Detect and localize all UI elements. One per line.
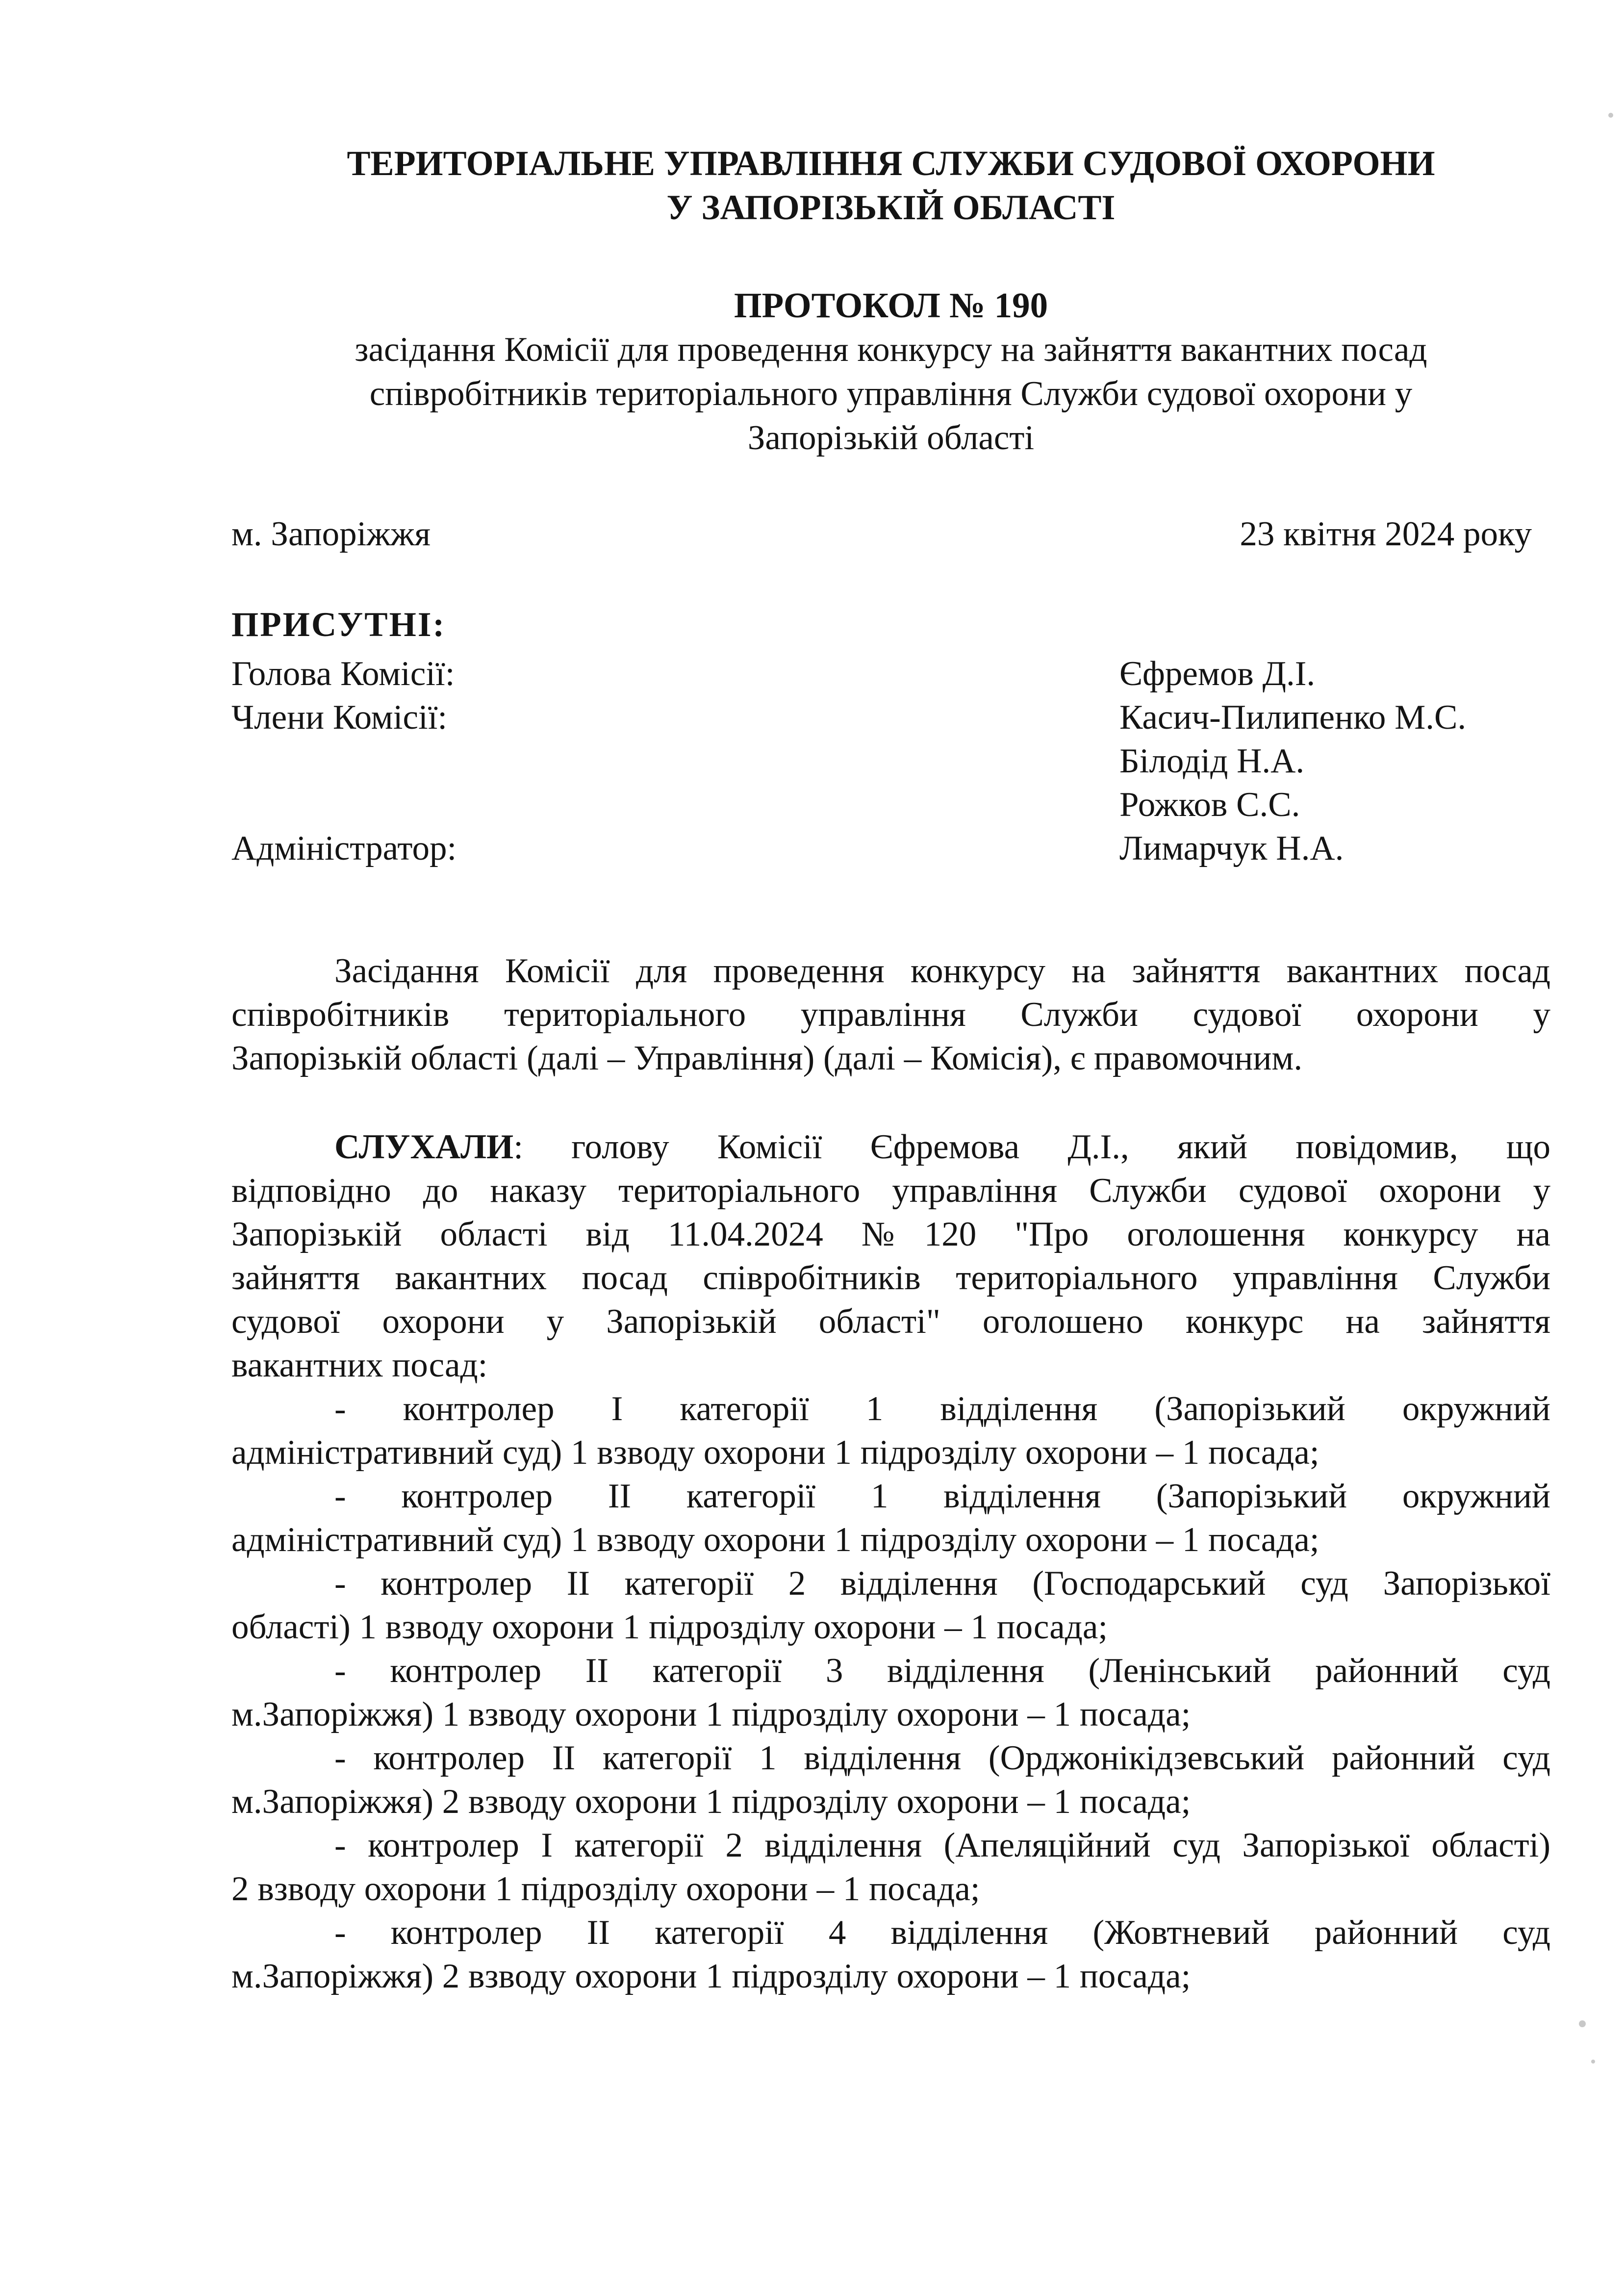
paragraph-line: Запорізькій області (далі – Управління) (далі – Комісія), є правомочним. [231, 1039, 1303, 1077]
position-line: адміністративний суд) 1 взводу охорони 1 підрозділу охорони – 1 посада; [231, 1521, 1320, 1559]
heard-text: : голову Комісії Єфремова Д.І., який повідомив, що [513, 1128, 1550, 1166]
admin-label: Адміністратор: [231, 829, 457, 867]
attendance-heading: ПРИСУТНІ: [231, 606, 446, 644]
paragraph-line: Запорізькій області від 11.04.2024 №120 "Про оголошення конкурсу на [231, 1215, 1550, 1253]
position-line: адміністративний суд) 1 взводу охорони 1 підрозділу охорони – 1 посада; [231, 1433, 1320, 1472]
heard-paragraph [231, 1125, 1550, 1387]
position-item [231, 1387, 1550, 1475]
position-item [231, 1562, 1550, 1649]
position-line: м.Запоріжжя) 2 взводу охорони 1 підрозділу охорони – 1 посада; [231, 1783, 1191, 1821]
position-line: - контролер ІІ категорії 2 відділення (Господарський суд Запорізької [334, 1564, 1550, 1603]
position-line: - контролер ІІ категорії 3 відділення (Ленінський районний суд [334, 1652, 1550, 1690]
position-line: - контролер ІІ категорії 4 відділення (Жовтневий районний суд [334, 1913, 1550, 1952]
position-line: - контролер ІІ категорії 1 відділення (Орджонікідзевський районний суд [334, 1739, 1550, 1777]
position-item [231, 1475, 1550, 1562]
paragraph-line: зайняття вакантних посад співробітників територіального управління Служби [231, 1259, 1550, 1297]
protocol-subtitle-line: співробітників територіального управління Служби судової охорони у [369, 375, 1413, 413]
member-name: Білодід Н.А. [1119, 742, 1305, 780]
heard-label: СЛУХАЛИ [334, 1128, 514, 1166]
chair-name: Єфремов Д.І. [1119, 655, 1316, 693]
organization-name-line: ТЕРИТОРІАЛЬНЕ УПРАВЛІННЯ СЛУЖБИ СУДОВОЇ ОХОРОНИ [347, 144, 1435, 183]
paragraph-line: відповідно до наказу територіального управління Служби судової охорони у [231, 1172, 1550, 1210]
paragraph-line: судової охорони у Запорізькій області" оголошено конкурс на зайняття [231, 1302, 1550, 1341]
position-line: області) 1 взводу охорони 1 підрозділу охорони – 1 посада; [231, 1608, 1108, 1646]
member-name: Касич-Пилипенко М.С. [1119, 698, 1467, 737]
paragraph-line: вакантних посад: [231, 1346, 488, 1384]
position-line: - контролер ІІ категорії 1 відділення (Запорізький окружний [334, 1477, 1550, 1515]
paragraph-line [231, 1125, 1550, 1169]
position-line: м.Запоріжжя) 1 взводу охорони 1 підрозділу охорони – 1 посада; [231, 1695, 1191, 1733]
organization-region-line: У ЗАПОРІЗЬКІЙ ОБЛАСТІ [666, 188, 1116, 227]
position-item [231, 1736, 1550, 1824]
chair-label: Голова Комісії: [231, 655, 455, 693]
scan-speck [1608, 113, 1613, 118]
protocol-subtitle [231, 328, 1550, 460]
position-line: м.Запоріжжя) 2 взводу охорони 1 підрозділу охорони – 1 посада; [231, 1957, 1191, 1995]
organization-header [231, 141, 1550, 229]
position-item [231, 1911, 1550, 1998]
position-item [231, 1649, 1550, 1736]
position-item [231, 1824, 1550, 1911]
admin-name: Лимарчук Н.А. [1119, 829, 1344, 867]
scan-speck [1579, 2020, 1586, 2027]
quorum-paragraph [231, 949, 1550, 1080]
paragraph-line: Засідання Комісії для проведення конкурсу на зайняття вакантних посад [334, 952, 1550, 990]
positions-list [231, 1387, 1550, 1998]
member-name: Рожков С.С. [1119, 786, 1300, 824]
scan-speck [1591, 2060, 1595, 2064]
protocol-title: ПРОТОКОЛ № 190 [734, 285, 1048, 325]
position-line: - контролер І категорії 1 відділення (Запорізький окружний [334, 1390, 1550, 1428]
position-line: 2 взводу охорони 1 підрозділу охорони – 1 посада; [231, 1870, 980, 1908]
meeting-place: м. Запоріжжя [231, 515, 431, 553]
paragraph-line: співробітників територіального управління Служби судової охорони у [231, 995, 1550, 1034]
members-label: Члени Комісії: [231, 698, 448, 737]
meeting-date: 23 квітня 2024 року [1240, 515, 1532, 553]
protocol-subtitle-line: засідання Комісії для проведення конкурсу на зайняття вакантних посад [355, 331, 1427, 369]
position-line: - контролер І категорії 2 відділення (Апеляційний суд Запорізької області) [334, 1826, 1550, 1864]
protocol-subtitle-line: Запорізькій області [747, 419, 1035, 457]
